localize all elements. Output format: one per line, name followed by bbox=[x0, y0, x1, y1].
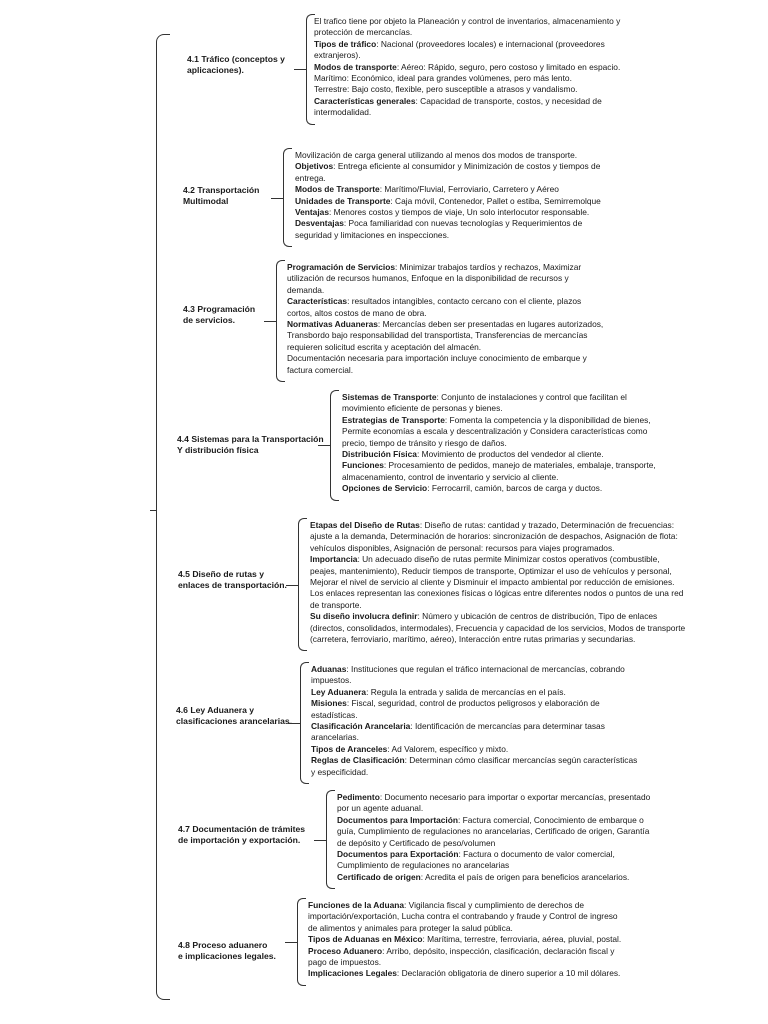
topic-line: 4.1 Tráfico (conceptos y bbox=[187, 54, 285, 64]
content-line bbox=[308, 911, 621, 922]
content-line bbox=[342, 392, 656, 403]
term-text: estadísticas. bbox=[311, 709, 358, 720]
term-text: : Procesamiento de pedidos, manejo de materiales, embalaje, transporte, bbox=[383, 460, 656, 471]
term-text: : Marítima, terrestre, ferroviaria, aérea, pluvial, postal. bbox=[422, 934, 622, 945]
term-text: : Documento necesario para importar o exportar mercancías, presentado bbox=[379, 792, 651, 802]
term-text: : Entrega eficiente al consumidor y Minimización de costos y tiempos de bbox=[333, 161, 601, 172]
topic-line: enlaces de transportación. bbox=[178, 580, 287, 590]
content-line bbox=[308, 923, 621, 934]
content-line bbox=[295, 207, 601, 218]
section-brace bbox=[330, 390, 339, 501]
content-line bbox=[295, 173, 601, 184]
content-line bbox=[287, 262, 603, 273]
term-text: Documentación necesaria para importación incluye conocimiento de embarque y bbox=[287, 353, 587, 364]
term-text: requieren solicitud escrita y aceptación del almacén. bbox=[287, 341, 482, 352]
term-label: Tipos de Aduanas en México bbox=[308, 934, 423, 945]
term-label: Funciones de la Aduana bbox=[308, 900, 405, 910]
topic-label bbox=[187, 54, 285, 76]
content-line bbox=[337, 815, 650, 826]
term-text: : Vigilancia fiscal y cumplimiento de derechos de bbox=[404, 900, 585, 910]
term-text: pago de impuestos. bbox=[308, 957, 382, 968]
term-text: de alimentos y animales para proteger la salud pública. bbox=[308, 922, 513, 933]
content-line bbox=[295, 218, 601, 229]
topic-line: 4.8 Proceso aduanero bbox=[178, 940, 268, 950]
content-line bbox=[308, 900, 621, 911]
term-label: Desventajas bbox=[295, 218, 344, 229]
term-label: Importancia bbox=[310, 554, 358, 565]
content-line bbox=[287, 353, 603, 364]
term-text: Los enlaces representan las conexiones físicas o lógicas entre diferentes nodos o puntos de una red bbox=[310, 588, 684, 599]
term-label: Reglas de Clasificación bbox=[311, 755, 405, 766]
term-text: intermodalidad. bbox=[314, 107, 372, 118]
topic-label bbox=[183, 185, 259, 207]
term-label: Proceso Aduanero bbox=[308, 945, 383, 956]
term-label: Sistemas de Transporte bbox=[342, 392, 437, 402]
content-line bbox=[295, 161, 601, 172]
term-text: : Conjunto de instalaciones y control que facilitan el bbox=[436, 392, 627, 402]
content-line bbox=[310, 520, 685, 531]
term-text: guía, Cumplimiento de regulaciones no arancelarias, Certificado de origen, Garantía bbox=[337, 826, 650, 837]
term-label: Funciones bbox=[342, 460, 384, 471]
topic-line: 4.3 Programación bbox=[183, 304, 256, 314]
content-line bbox=[314, 27, 620, 38]
topic-label bbox=[178, 940, 276, 962]
term-text: : Ad Valorem, específico y mixto. bbox=[387, 743, 509, 754]
term-text: por un agente aduanal. bbox=[337, 803, 424, 814]
topic-line: Multimodal bbox=[183, 196, 229, 206]
content-line bbox=[337, 849, 650, 860]
term-label: Clasificación Arancelaria bbox=[311, 721, 411, 732]
term-label: Opciones de Servicio bbox=[342, 483, 428, 494]
content-line bbox=[287, 365, 603, 376]
content-line bbox=[342, 403, 656, 414]
content-line bbox=[342, 426, 656, 437]
topic-connector bbox=[294, 69, 306, 70]
topic-connector bbox=[264, 321, 276, 322]
section-brace bbox=[300, 662, 309, 784]
content-line bbox=[311, 687, 637, 698]
term-text: : Factura o documento de valor comercial, bbox=[458, 849, 615, 860]
term-text: : Poca familiaridad con nuevas tecnologías y Requerimientos de bbox=[343, 218, 583, 229]
content-line bbox=[311, 732, 637, 743]
term-text: cortos, altos costos de mano de obra. bbox=[287, 307, 427, 318]
content-line bbox=[308, 957, 621, 968]
content-line bbox=[310, 634, 685, 645]
content-line bbox=[314, 50, 620, 61]
content-line bbox=[308, 934, 621, 945]
term-text: utilización de recursos humanos, Enfoque en la disponibilidad de recursos y bbox=[287, 273, 569, 284]
content-line bbox=[311, 744, 637, 755]
term-text: : Menores costos y tiempos de viaje, Un solo interlocutor responsable. bbox=[329, 207, 590, 218]
term-text: (carretera, ferroviario, marítimo, aéreo), Interacción entre rutas primarias y secundarias. bbox=[310, 634, 636, 645]
content-line bbox=[310, 600, 685, 611]
topic-line: Y distribución física bbox=[177, 445, 259, 455]
term-label: Documentos para Importación bbox=[337, 814, 458, 825]
content-line bbox=[310, 623, 685, 634]
content-line bbox=[310, 531, 685, 542]
content-line bbox=[287, 273, 603, 284]
term-text: Terrestre: Bajo costo, flexible, pero susceptible a atrasos y vandalismo. bbox=[314, 84, 578, 95]
content-line bbox=[287, 296, 603, 307]
term-text: (directos, consolidados, intermodales), Frecuencia y capacidad de los servicios, Modos de transporte bbox=[310, 622, 686, 633]
topic-label bbox=[177, 434, 324, 456]
term-label: Modos de transporte bbox=[314, 61, 397, 72]
term-text: impuestos. bbox=[311, 675, 352, 686]
section-brace bbox=[326, 790, 335, 889]
term-text: y especificidad. bbox=[311, 766, 369, 777]
topic-connector bbox=[318, 445, 330, 446]
topic-connector bbox=[285, 942, 297, 943]
content-line bbox=[295, 184, 601, 195]
content-line bbox=[342, 438, 656, 449]
content-line bbox=[308, 968, 621, 979]
term-text: vehículos disponibles, Asignación de personal: recursos para viajes programados. bbox=[310, 542, 615, 553]
term-text: Marítimo: Económico, ideal para grandes volúmenes, pero más lento. bbox=[314, 73, 572, 84]
term-text: de depósito y Certificado de peso/volumen bbox=[337, 837, 496, 848]
term-text: : Determinan cómo clasificar mercancías según características bbox=[404, 755, 638, 766]
content-line bbox=[311, 710, 637, 721]
term-text: : Instituciones que regulan el tráfico internacional de mercancías, cobrando bbox=[346, 664, 625, 674]
content-line bbox=[310, 588, 685, 599]
topic-line: de importación y exportación. bbox=[178, 835, 301, 845]
content-line bbox=[342, 483, 656, 494]
topic-connector bbox=[286, 585, 298, 586]
content-line bbox=[308, 946, 621, 957]
term-label: Etapas del Diseño de Rutas bbox=[310, 520, 420, 530]
content-line bbox=[337, 838, 650, 849]
topic-line: aplicaciones). bbox=[187, 65, 244, 75]
term-text: : Aéreo: Rápido, seguro, pero costoso y limitado en espacio. bbox=[396, 61, 621, 72]
content-line bbox=[314, 39, 620, 50]
term-text: precio, tiempo de tránsito y riesgo de daños. bbox=[342, 437, 507, 448]
term-label: Características generales bbox=[314, 95, 416, 106]
content-line bbox=[310, 566, 685, 577]
term-text: almacenamiento, control de inventario y servicio al cliente. bbox=[342, 471, 559, 482]
term-label: Implicaciones Legales bbox=[308, 968, 397, 979]
term-text: de transporte. bbox=[310, 599, 362, 610]
term-text: movimiento eficiente de personas y bienes. bbox=[342, 403, 503, 414]
content-line bbox=[311, 664, 637, 675]
term-text: : Mercancías deben ser presentadas en lugares autorizados, bbox=[377, 319, 604, 330]
section-content bbox=[337, 792, 650, 883]
term-text: ajuste a la demanda, Determinación de horarios: sincronización de despachos, Asignación de flota: bbox=[310, 531, 678, 542]
content-line bbox=[337, 792, 650, 803]
term-text: Cumplimiento de regulaciones no arancelarias bbox=[337, 860, 510, 871]
content-line bbox=[287, 319, 603, 330]
term-text: arancelarias. bbox=[311, 732, 359, 743]
main-brace-tip bbox=[150, 510, 157, 511]
content-line bbox=[287, 285, 603, 296]
term-text: : Fiscal, seguridad, control de productos peligrosos y elaboración de bbox=[346, 698, 600, 709]
term-text: : Capacidad de transporte, costos, y necesidad de bbox=[415, 95, 602, 106]
section-content bbox=[342, 392, 656, 495]
content-line bbox=[295, 230, 601, 241]
content-line bbox=[287, 330, 603, 341]
term-label: Características bbox=[287, 296, 348, 307]
term-text: : Identificación de mercancías para determinar tasas bbox=[410, 721, 605, 732]
term-text: : Ferrocarril, camión, barcos de carga y ductos. bbox=[427, 483, 603, 494]
content-line bbox=[311, 698, 637, 709]
content-line bbox=[311, 675, 637, 686]
term-text: : Caja móvil, Contenedor, Pallet o estiba, Semirremolque bbox=[390, 195, 601, 206]
term-text: entrega. bbox=[295, 172, 326, 183]
term-text: factura comercial. bbox=[287, 364, 354, 375]
term-text: : Marítimo/Fluvial, Ferroviario, Carretero y Aéreo bbox=[379, 184, 559, 195]
term-label: Distribución Física bbox=[342, 449, 417, 460]
content-line bbox=[314, 107, 620, 118]
content-line bbox=[310, 554, 685, 565]
section-brace bbox=[283, 148, 292, 247]
content-line bbox=[342, 460, 656, 471]
content-line bbox=[310, 577, 685, 588]
content-line bbox=[337, 860, 650, 871]
content-line bbox=[310, 611, 685, 622]
topic-line: 4.7 Documentación de trámites bbox=[178, 824, 306, 834]
topic-line: 4.2 Transportación bbox=[183, 185, 260, 195]
term-text: extranjeros). bbox=[314, 50, 361, 61]
section-content bbox=[310, 520, 685, 645]
topic-connector bbox=[271, 198, 283, 199]
topic-label bbox=[183, 304, 255, 326]
term-text: peajes, mantenimiento), Reducir tiempos de transporte, Optimizar el uso de vehículos y personal, bbox=[310, 565, 672, 576]
term-label: Tipos de tráfico bbox=[314, 38, 377, 49]
content-line bbox=[314, 73, 620, 84]
term-label: Objetivos bbox=[295, 161, 334, 172]
content-line bbox=[287, 342, 603, 353]
content-line bbox=[337, 803, 650, 814]
term-label: Estrategias de Transporte bbox=[342, 414, 445, 425]
topic-connector bbox=[314, 840, 326, 841]
topic-line: clasificaciones arancelarias. bbox=[176, 716, 293, 726]
term-label: Unidades de Transporte bbox=[295, 195, 391, 206]
term-label: Misiones bbox=[311, 698, 347, 709]
term-text: : Declaración obligatoria de dinero superior a 10 mil dólares. bbox=[396, 968, 621, 979]
section-content bbox=[314, 16, 620, 119]
term-label: Documentos para Exportación bbox=[337, 849, 459, 860]
content-line bbox=[314, 84, 620, 95]
term-text: demanda. bbox=[287, 284, 325, 295]
term-text: seguridad y limitaciones en inspecciones. bbox=[295, 229, 450, 240]
topic-label bbox=[178, 569, 287, 591]
topic-label bbox=[178, 824, 305, 846]
main-brace bbox=[156, 34, 170, 1000]
term-text: : Fomenta la competencia y la disponibilidad de bienes, bbox=[444, 414, 651, 425]
term-text: : Factura comercial, Conocimiento de embarque o bbox=[458, 814, 644, 825]
section-content bbox=[308, 900, 621, 980]
term-text: Movilización de carga general utilizando al menos dos modos de transporte. bbox=[295, 150, 578, 160]
term-label: Ley Aduanera bbox=[311, 686, 367, 697]
section-content bbox=[311, 664, 637, 778]
term-text: protección de mercancías. bbox=[314, 27, 413, 38]
term-text: : Diseño de rutas: cantidad y trazado, Determinación de frecuencias: bbox=[419, 520, 675, 530]
content-line bbox=[342, 472, 656, 483]
content-line bbox=[311, 755, 637, 766]
content-line bbox=[311, 721, 637, 732]
content-line bbox=[310, 543, 685, 554]
content-line bbox=[337, 826, 650, 837]
term-text: Permite economías a escala y descentralización y Considera características como bbox=[342, 426, 648, 437]
topic-connector bbox=[288, 723, 300, 724]
content-line bbox=[314, 16, 620, 27]
term-label: Pedimento bbox=[337, 792, 380, 802]
term-text: : Nacional (proveedores locales) e internacional (proveedores bbox=[376, 38, 605, 49]
term-text: : Movimiento de productos del vendedor al cliente. bbox=[416, 449, 604, 460]
section-brace bbox=[297, 898, 306, 986]
content-line bbox=[342, 415, 656, 426]
topic-label bbox=[176, 705, 292, 727]
content-line bbox=[342, 449, 656, 460]
term-text: El trafico tiene por objeto la Planeación y control de inventarios, almacenamiento y bbox=[314, 16, 621, 26]
section-brace bbox=[298, 518, 307, 651]
term-label: Su diseño involucra definir bbox=[310, 611, 418, 622]
term-label: Programación de Servicios bbox=[287, 262, 395, 272]
term-text: : Acredita el país de origen para beneficios arancelarios. bbox=[420, 871, 630, 882]
term-text: : Regula la entrada y salida de mercancías en el país. bbox=[366, 686, 566, 697]
section-brace bbox=[276, 260, 285, 382]
term-text: : resultados intangibles, contacto cercano con el cliente, plazos bbox=[347, 296, 582, 307]
term-label: Certificado de origen bbox=[337, 871, 421, 882]
topic-line: e implicaciones legales. bbox=[178, 951, 276, 961]
term-label: Modos de Transporte bbox=[295, 184, 380, 195]
content-line bbox=[314, 62, 620, 73]
section-content bbox=[295, 150, 601, 241]
term-label: Normativas Aduaneras bbox=[287, 319, 378, 330]
content-line bbox=[314, 96, 620, 107]
content-line bbox=[337, 872, 650, 883]
topic-line: 4.4 Sistemas para la Transportación bbox=[177, 434, 324, 444]
term-text: importación/exportación, Lucha contra el contrabando y fraude y Control de ingreso bbox=[308, 911, 618, 922]
term-text: : Un adecuado diseño de rutas permite Minimizar costos operativos (combustible, bbox=[357, 554, 660, 565]
topic-line: 4.5 Diseño de rutas y bbox=[178, 569, 264, 579]
content-line bbox=[311, 767, 637, 778]
term-label: Aduanas bbox=[311, 664, 347, 674]
term-text: Mejorar el nivel de servicio al cliente y Disminuir el impacto ambiental por reducción de emisiones. bbox=[310, 577, 675, 588]
term-label: Tipos de Aranceles bbox=[311, 743, 388, 754]
term-text: : Minimizar trabajos tardíos y rechazos, Maximizar bbox=[395, 262, 582, 272]
content-line bbox=[295, 196, 601, 207]
term-text: : Arribo, depósito, inspección, clasificación, declaración fiscal y bbox=[382, 945, 615, 956]
content-line bbox=[287, 308, 603, 319]
term-text: : Número y ubicación de centros de distribución, Tipo de enlaces bbox=[417, 611, 658, 622]
term-text: Transbordo bajo responsabilidad del transportista, Transferencias de mercancías bbox=[287, 330, 588, 341]
topic-line: 4.6 Ley Aduanera y bbox=[176, 705, 255, 715]
term-label: Ventajas bbox=[295, 207, 329, 218]
content-line bbox=[295, 150, 601, 161]
section-content bbox=[287, 262, 603, 376]
topic-line: de servicios. bbox=[183, 315, 236, 325]
